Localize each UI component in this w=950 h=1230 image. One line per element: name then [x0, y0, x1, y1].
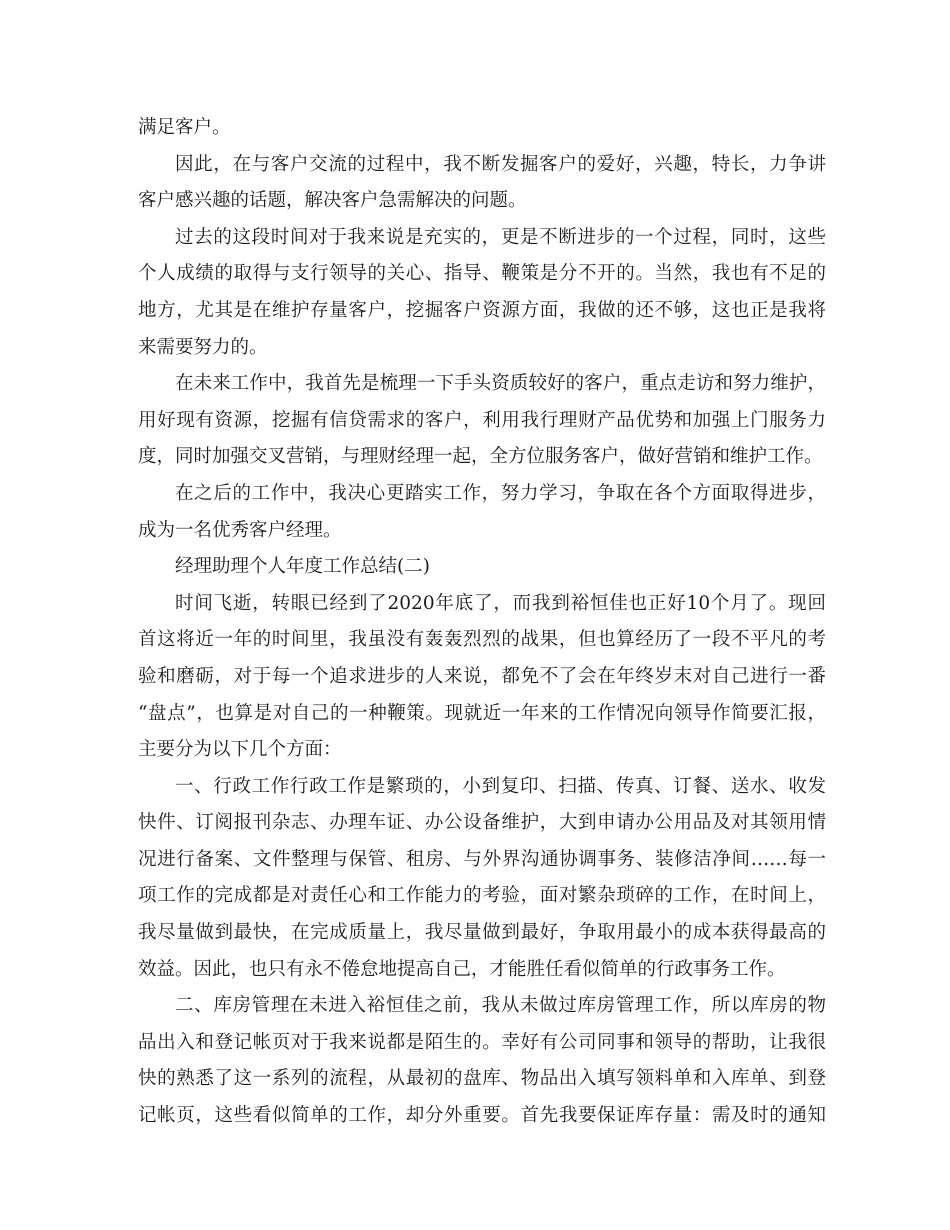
text-line: 况进行备案、文件整理与保管、租房、与外界沟通协调事务、装修洁净间……每一	[138, 848, 826, 870]
text-line: 地方，尤其是在维护存量客户，挖掘客户资源方面，我做的还不够，这也正是我将	[138, 299, 826, 321]
text-line: 记帐页，这些看似简单的工作，却分外重要。首先我要保证库存量：需及时的通知	[138, 1105, 826, 1127]
text-line: “盘点”，也算是对自己的一种鞭策。现就近一年来的工作情况向领导作简要汇报，	[138, 702, 826, 724]
document-page	[138, 110, 826, 1135]
text-line: 用好现有资源，挖掘有信贷需求的客户，利用我行理财产品优势和加强上门服务力	[138, 409, 826, 431]
text-line: 时间飞逝，转眼已经到了2020年底了，而我到裕恒佳也正好10个月了。现回	[175, 592, 826, 614]
text-line: 成为一名优秀客户经理。	[138, 519, 342, 541]
text-line: 我尽量做到最快，在完成质量上，我尽量做到最好，争取用最小的成本获得最高的	[138, 922, 826, 944]
text-line: 在未来工作中，我首先是梳理一下手头资质较好的客户，重点走访和努力维护，	[175, 373, 826, 395]
text-line: 客户感兴趣的话题，解决客户急需解决的问题。	[138, 190, 527, 212]
text-line: 来需要努力的。	[138, 336, 268, 358]
section-heading: 经理助理个人年度工作总结(二)	[175, 556, 430, 578]
text-line: 度，同时加强交叉营销，与理财经理一起，全方位服务客户，做好营销和维护工作。	[138, 446, 823, 468]
text-line: 在之后的工作中，我决心更踏实工作，努力学习，争取在各个方面取得进步，	[175, 482, 826, 504]
text-line: 因此，在与客户交流的过程中，我不断发掘客户的爱好，兴趣，特长，力争讲	[175, 153, 826, 175]
text-line: 满足客户。	[138, 117, 231, 138]
text-line: 二、库房管理在未进入裕恒佳之前，我从未做过库房管理工作，所以库房的物	[175, 995, 826, 1017]
text-line: 过去的这段时间对于我来说是充实的，更是不断进步的一个过程，同时，这些	[175, 226, 826, 248]
text-line: 项工作的完成都是对责任心和工作能力的考验，面对繁杂琐碎的工作，在时间上，	[138, 885, 826, 907]
text-line: 一、行政工作行政工作是繁琐的，小到复印、扫描、传真、订餐、送水、收发	[175, 775, 826, 797]
text-line: 快的熟悉了这一系列的流程，从最初的盘库、物品出入填写领料单和入库单、到登	[138, 1068, 826, 1090]
text-line: 首这将近一年的时间里，我虽没有轰轰烈烈的战果，但也算经历了一段不平凡的考	[138, 629, 826, 651]
text-line: 个人成绩的取得与支行领导的关心、指导、鞭策是分不开的。当然，我也有不足的	[138, 263, 826, 285]
text-line: 快件、订阅报刊杂志、办理车证、办公设备维护，大到申请办公用品及对其领用情	[138, 812, 826, 834]
text-line: 效益。因此，也只有永不倦怠地提高自己，才能胜任看似简单的行政事务工作。	[138, 958, 786, 980]
text-line: 主要分为以下几个方面：	[138, 739, 342, 761]
text-line: 品出入和登记帐页对于我来说都是陌生的。幸好有公司同事和领导的帮助，让我很	[138, 1031, 826, 1053]
text-line: 验和磨砺，对于每一个追求进步的人来说，都免不了会在年终岁末对自己进行一番	[138, 665, 826, 687]
